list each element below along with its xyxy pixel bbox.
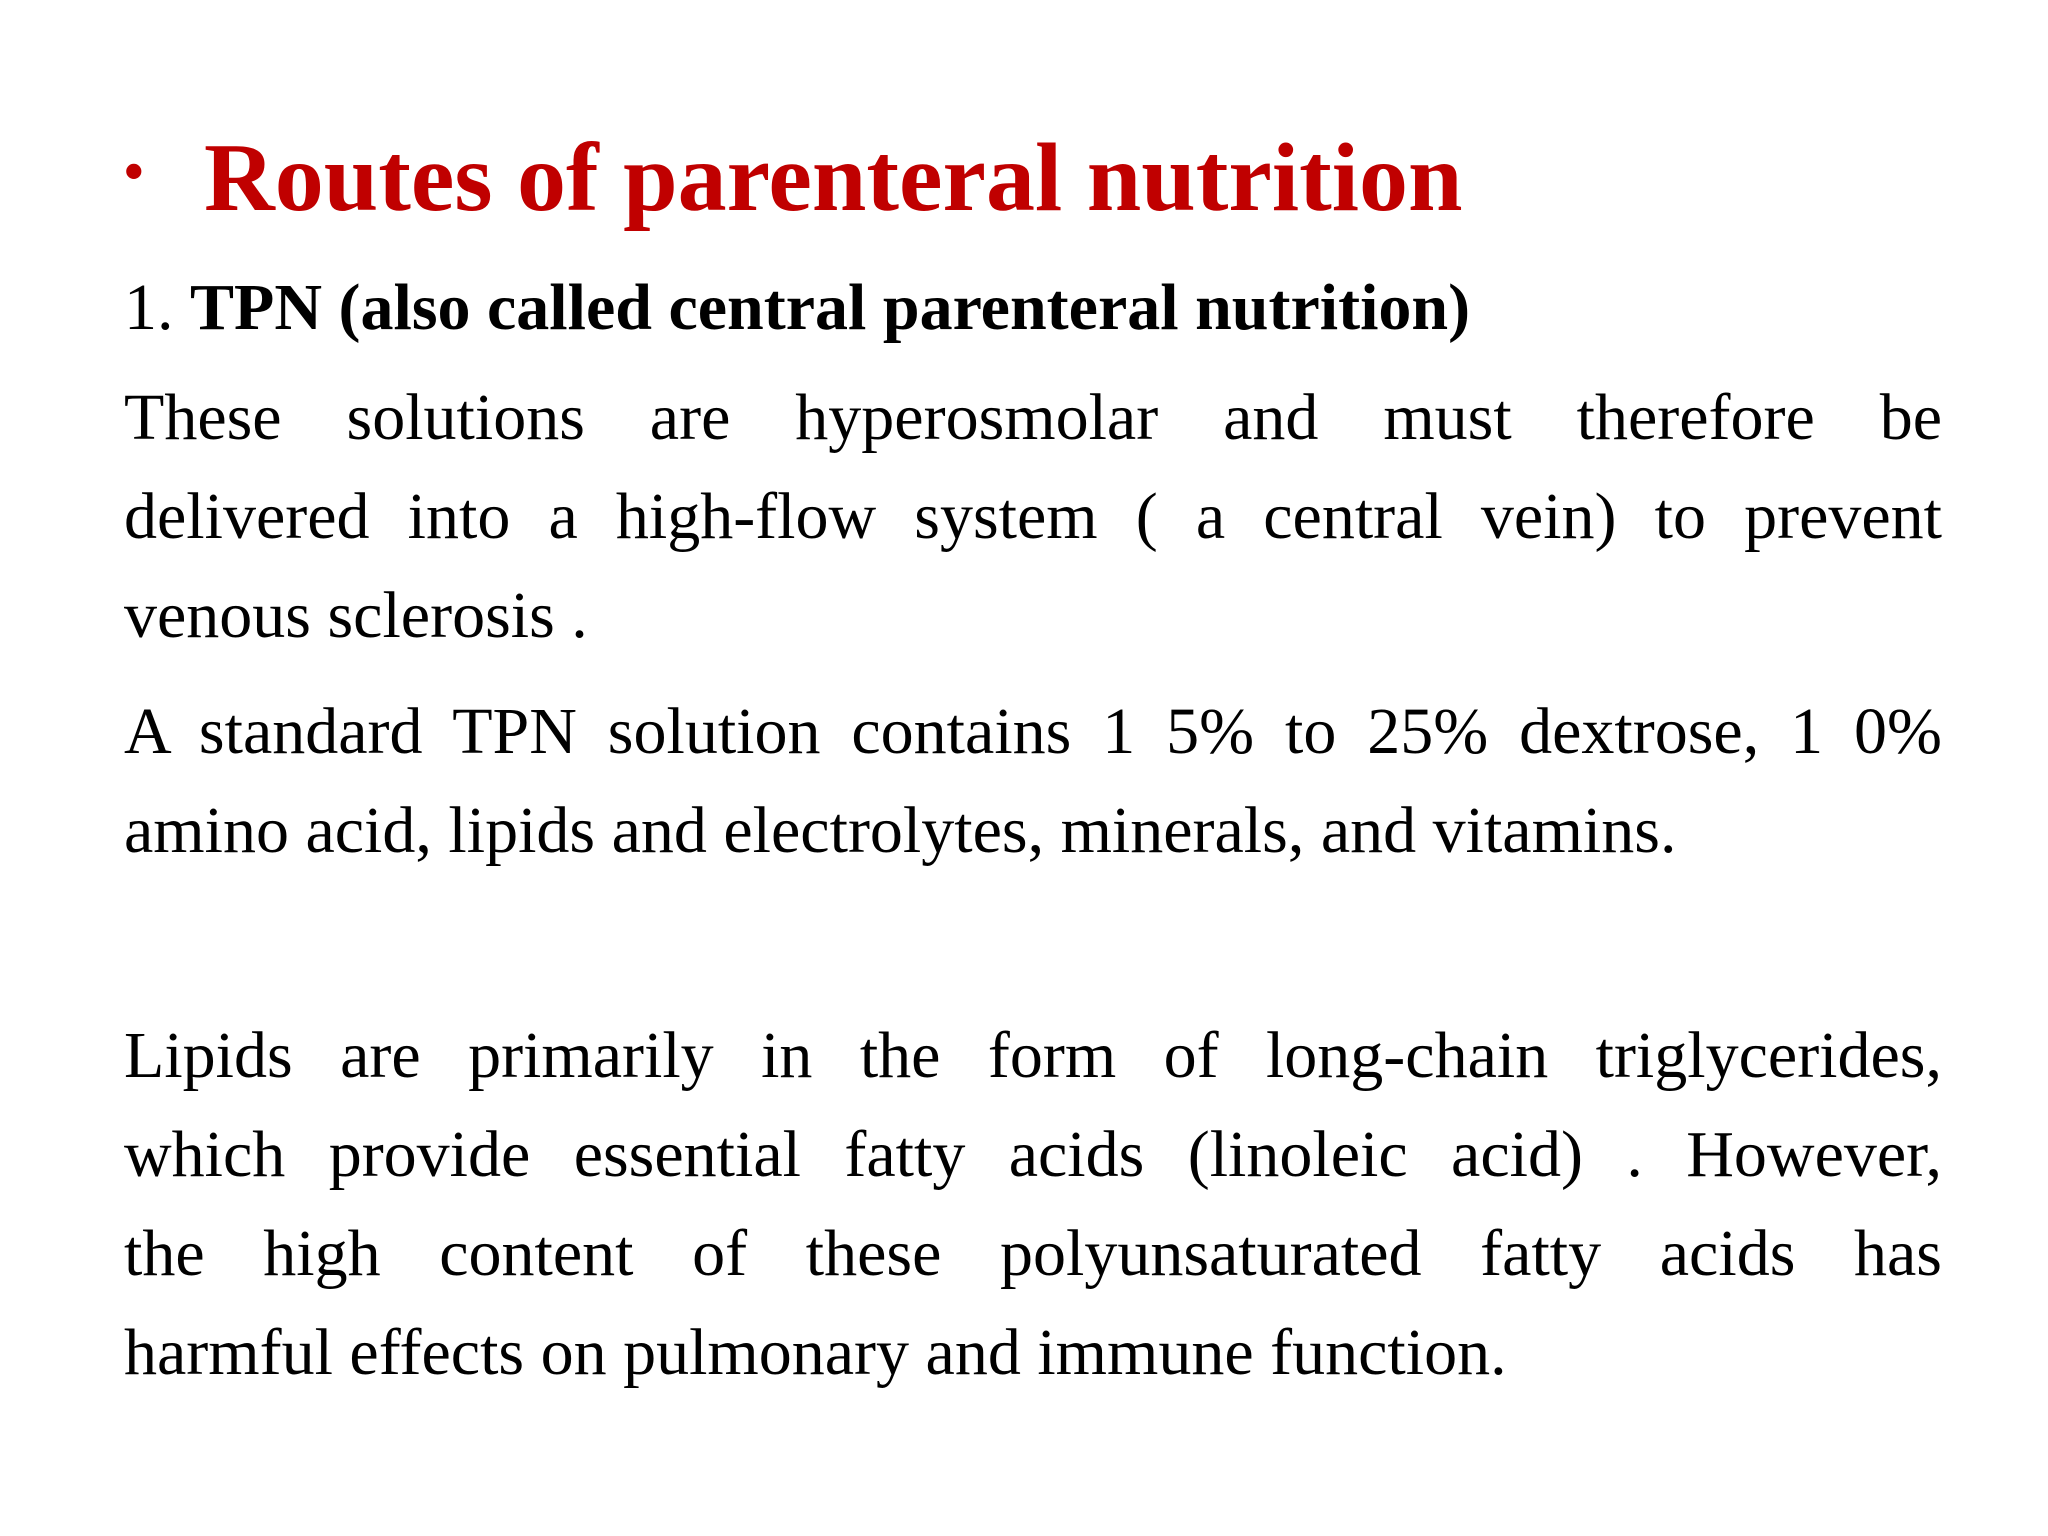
slide-title bbox=[124, 118, 1463, 238]
paragraph-standard-solution bbox=[124, 682, 1942, 880]
title-bullet-icon: • bbox=[124, 141, 144, 203]
paragraph-line: venous sclerosis . bbox=[124, 579, 588, 652]
section-heading-text: TPN (also called central parenteral nutrition) bbox=[190, 271, 1471, 344]
section-number: 1. bbox=[124, 271, 174, 344]
paragraph-line: which provide essential fatty acids (linoleic acid) . However, bbox=[124, 1118, 1942, 1191]
paragraph-lipids bbox=[124, 1006, 1942, 1402]
paragraph-line: amino acid, lipids and electrolytes, minerals, and vitamins. bbox=[124, 794, 1677, 867]
paragraph-line: the high content of these polyunsaturated fatty acids has bbox=[124, 1217, 1942, 1290]
paragraph-hyperosmolar bbox=[124, 368, 1942, 665]
paragraph-line: A standard TPN solution contains 1 5% to 25% dextrose, 1 0% bbox=[124, 695, 1942, 768]
section-heading bbox=[124, 268, 1470, 348]
paragraph-line: These solutions are hyperosmolar and must therefore be bbox=[124, 381, 1942, 454]
paragraph-line: harmful effects on pulmonary and immune function. bbox=[124, 1316, 1507, 1389]
paragraph-line: delivered into a high-flow system ( a central vein) to prevent bbox=[124, 480, 1942, 553]
title-text: Routes of parenteral nutrition bbox=[204, 124, 1463, 232]
paragraph-line: Lipids are primarily in the form of long-chain triglycerides, bbox=[124, 1019, 1942, 1092]
